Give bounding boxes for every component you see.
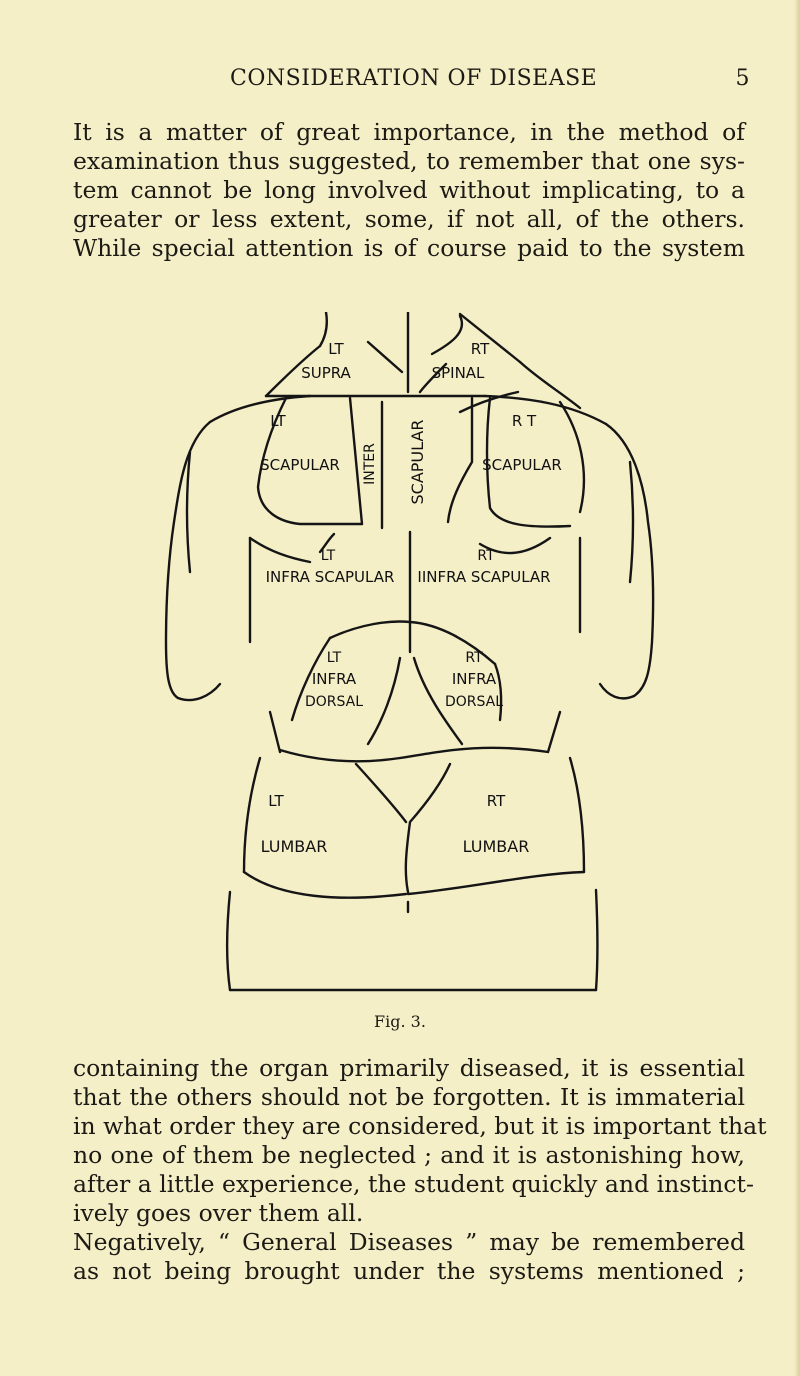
- text-line: While special attention is of course paid to the system: [73, 234, 745, 262]
- page-number: 5: [735, 66, 750, 91]
- label-rt-infra-dorsal-infra: INFRA: [451, 670, 497, 688]
- text-line: after a little experience, the student quickly and instinct-: [73, 1170, 754, 1198]
- label-rt-scapular-name: SCAPULAR: [482, 456, 562, 474]
- label-lt-lumbar-lt: LT: [268, 792, 284, 810]
- label-rt-infra-dorsal-name: DORSAL: [444, 694, 504, 710]
- paragraph-bottom: [73, 1054, 767, 1228]
- text-line: Negatively, “ General Diseases ” may be remembered: [73, 1228, 745, 1256]
- label-rt-lumbar-name: LUMBAR: [462, 837, 530, 856]
- text-line: that the others should not be forgotten. It is immaterial: [73, 1083, 745, 1111]
- label-scapular-vertical: SCAPULAR: [408, 419, 427, 505]
- figure-caption: Fig. 3.: [374, 1012, 426, 1031]
- label-lt-infra-dorsal-infra: INFRA: [311, 670, 357, 688]
- label-lt-infra-dorsal-name: DORSAL: [304, 694, 364, 710]
- label-rt-scapular-rt: R T: [511, 412, 537, 430]
- label-inter: INTER: [362, 443, 378, 485]
- label-lt-scapular-name: SCAPULAR: [260, 456, 340, 474]
- label-lt-supra-name: SUPRA: [301, 364, 351, 382]
- text-line: ively goes over them all.: [73, 1199, 364, 1227]
- text-line: greater or less extent, some, if not all, of the others.: [73, 205, 745, 233]
- label-rt-infra-scapular-name: IINFRA SCAPULAR: [417, 568, 551, 586]
- text-line: no one of them be neglected ; and it is astonishing how,: [73, 1141, 745, 1169]
- label-rt-lumbar-rt: RT: [486, 792, 506, 810]
- text-line: in what order they are considered, but it is important that: [73, 1112, 767, 1140]
- label-rt-supra-name: SPINAL: [431, 364, 485, 382]
- label-lt-scapular-lt: LT: [270, 412, 286, 430]
- label-rt-supra-rt: RT: [470, 340, 490, 358]
- paragraph-top: [73, 118, 745, 263]
- label-lt-infra-dorsal-lt: LT: [326, 650, 342, 666]
- diagram-outline: [166, 312, 653, 990]
- running-title: CONSIDERATION OF DISEASE: [230, 66, 598, 91]
- label-rt-infra-scapular-rt: RT: [477, 548, 495, 564]
- paragraph-last: [73, 1228, 745, 1286]
- label-lt-lumbar-name: LUMBAR: [260, 837, 328, 856]
- label-lt-infra-scapular-name: INFRA SCAPULAR: [265, 568, 395, 586]
- page-edge: [794, 0, 800, 1376]
- text-line: tem cannot be long involved without implicating, to a: [73, 176, 745, 204]
- label-rt-infra-dorsal-rt: RT: [465, 650, 483, 666]
- label-lt-infra-scapular-lt: LT: [320, 548, 336, 564]
- back-regions-diagram: [150, 312, 670, 1002]
- text-line: examination thus suggested, to remember that one sys-: [73, 147, 745, 175]
- text-line: It is a matter of great importance, in the method of: [73, 118, 745, 146]
- text-line: containing the organ primarily diseased, it is essential: [73, 1054, 745, 1082]
- text-line: as not being brought under the systems mentioned ;: [73, 1257, 745, 1285]
- label-lt-supra-lt: LT: [328, 340, 344, 358]
